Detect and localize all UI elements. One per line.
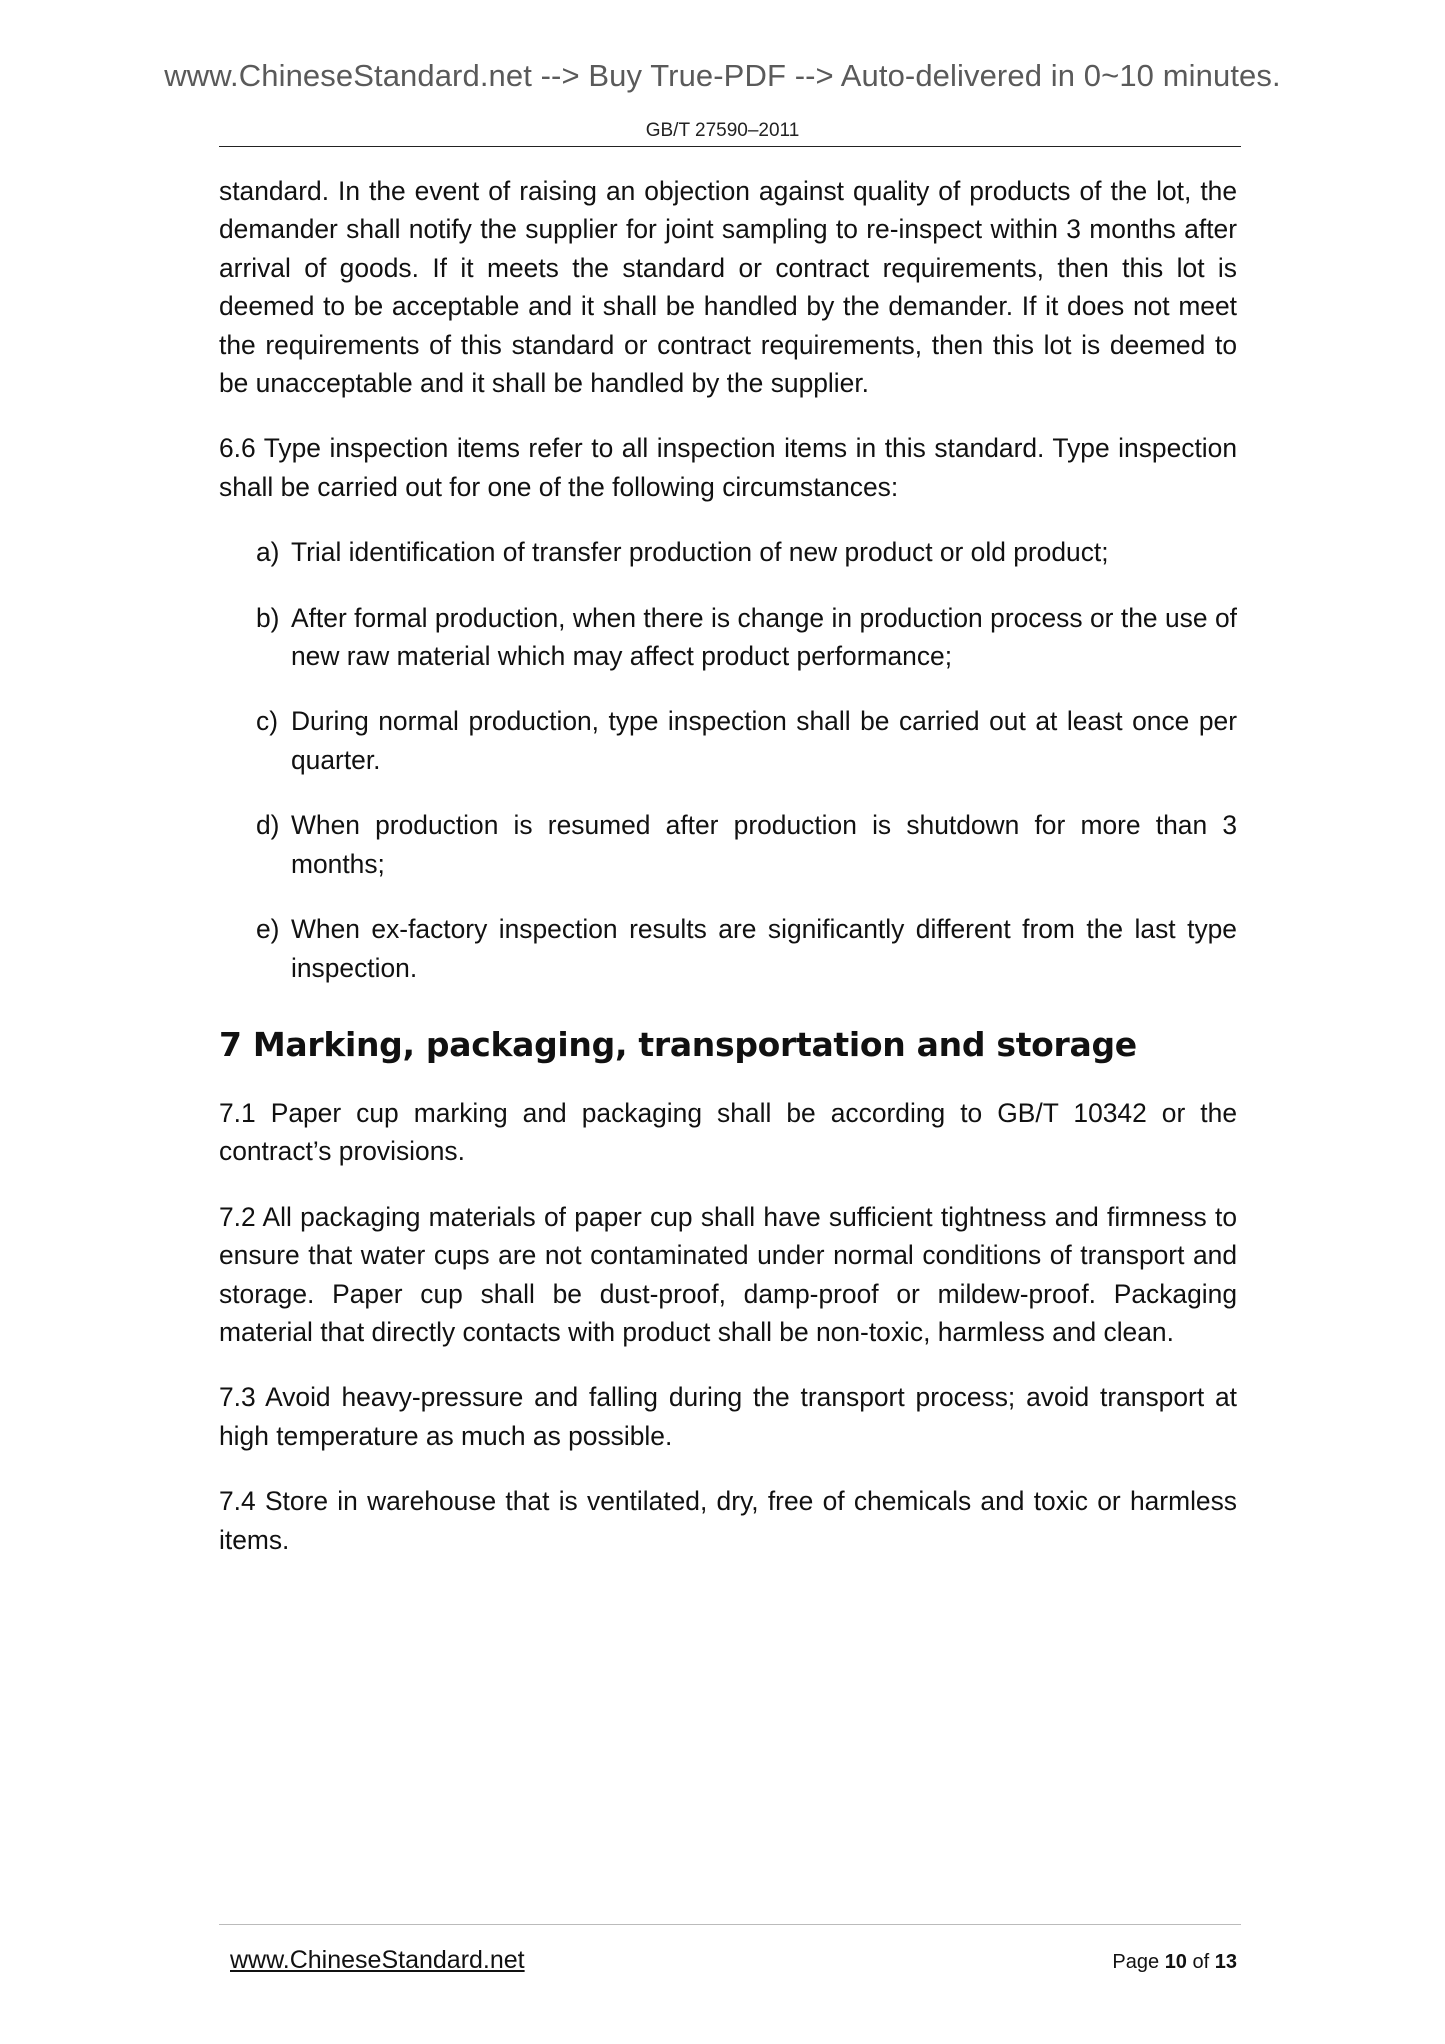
document-id: GB/T 27590–2011 [645, 120, 800, 141]
paragraph-continued: standard. In the event of raising an objection against quality of products of the lot, the demander shall notify the supplier for joint sampling to re-inspect within 3 months after arrival of goods. If it meets the standard or contract requirements, then this lot is deemed to be acceptable and it shall be handled by the demander. If it does not meet the requirements of this standard or contract requirements, then this lot is deemed to be unacceptable and it shall be handled by the supplier. [219, 176, 1237, 399]
list-item [256, 806, 1237, 883]
list-item-text: Trial identification of transfer production of new product or old product; [291, 537, 1109, 568]
page-number [1112, 1951, 1237, 1974]
list-item [256, 533, 1237, 571]
footer-rule [219, 1924, 1241, 1925]
list-item-marker: b) [256, 602, 280, 633]
page-current: 10 [1164, 1951, 1187, 1973]
footer-website-link[interactable]: www.ChineseStandard.net [230, 1946, 525, 1974]
paragraph-7-4: 7.4 Store in warehouse that is ventilated, dry, free of chemicals and toxic or harmless items. [219, 1486, 1237, 1555]
paragraph-7-2: 7.2 All packaging materials of paper cup shall have sufficient tightness and firmness to ensure that water cups are not contaminated under normal conditions of transport and storage. Paper cup shall be dust-proof, damp-proof or mildew-proof. Packaging material that directly contacts with product shall be non-toxic, harmless and clean. [219, 1201, 1237, 1347]
list-item [256, 702, 1237, 779]
page-label: Page [1112, 1951, 1160, 1973]
paragraph-7-3: 7.3 Avoid heavy-pressure and falling during the transport process; avoid transport at high temperature as much as possible. [219, 1382, 1237, 1451]
list-item [256, 599, 1237, 676]
list-item-marker: c) [256, 706, 278, 737]
top-banner: www.ChineseStandard.net --> Buy True-PDF --> Auto-delivered in 0~10 minutes. [164, 58, 1281, 93]
page-of-label: of [1192, 1951, 1210, 1973]
list-item-marker: e) [256, 914, 280, 945]
page-total: 13 [1214, 1951, 1237, 1973]
list-item-marker: d) [256, 810, 280, 841]
section-7-heading: 7 Marking, packaging, transportation and storage [219, 1024, 1137, 1064]
paragraph-6-6: 6.6 Type inspection items refer to all inspection items in this standard. Type inspection shall be carried out for one of the following circumstances: [219, 433, 1237, 502]
list-item-text: When ex-factory inspection results are significantly different from the last type inspection. [291, 914, 1237, 983]
list-item-text: During normal production, type inspection shall be carried out at least once per quarter. [291, 706, 1237, 775]
list-item-text: After formal production, when there is change in production process or the use of new raw material which may affect product performance; [291, 602, 1237, 672]
header-rule [219, 146, 1241, 147]
list-item [256, 910, 1237, 987]
paragraph-7-1: 7.1 Paper cup marking and packaging shall be according to GB/T 10342 or the contract’s provisions. [219, 1097, 1237, 1167]
document-body [219, 172, 1237, 1586]
list-item-text: When production is resumed after production is shutdown for more than 3 months; [291, 810, 1237, 879]
list-item-marker: a) [256, 537, 280, 568]
